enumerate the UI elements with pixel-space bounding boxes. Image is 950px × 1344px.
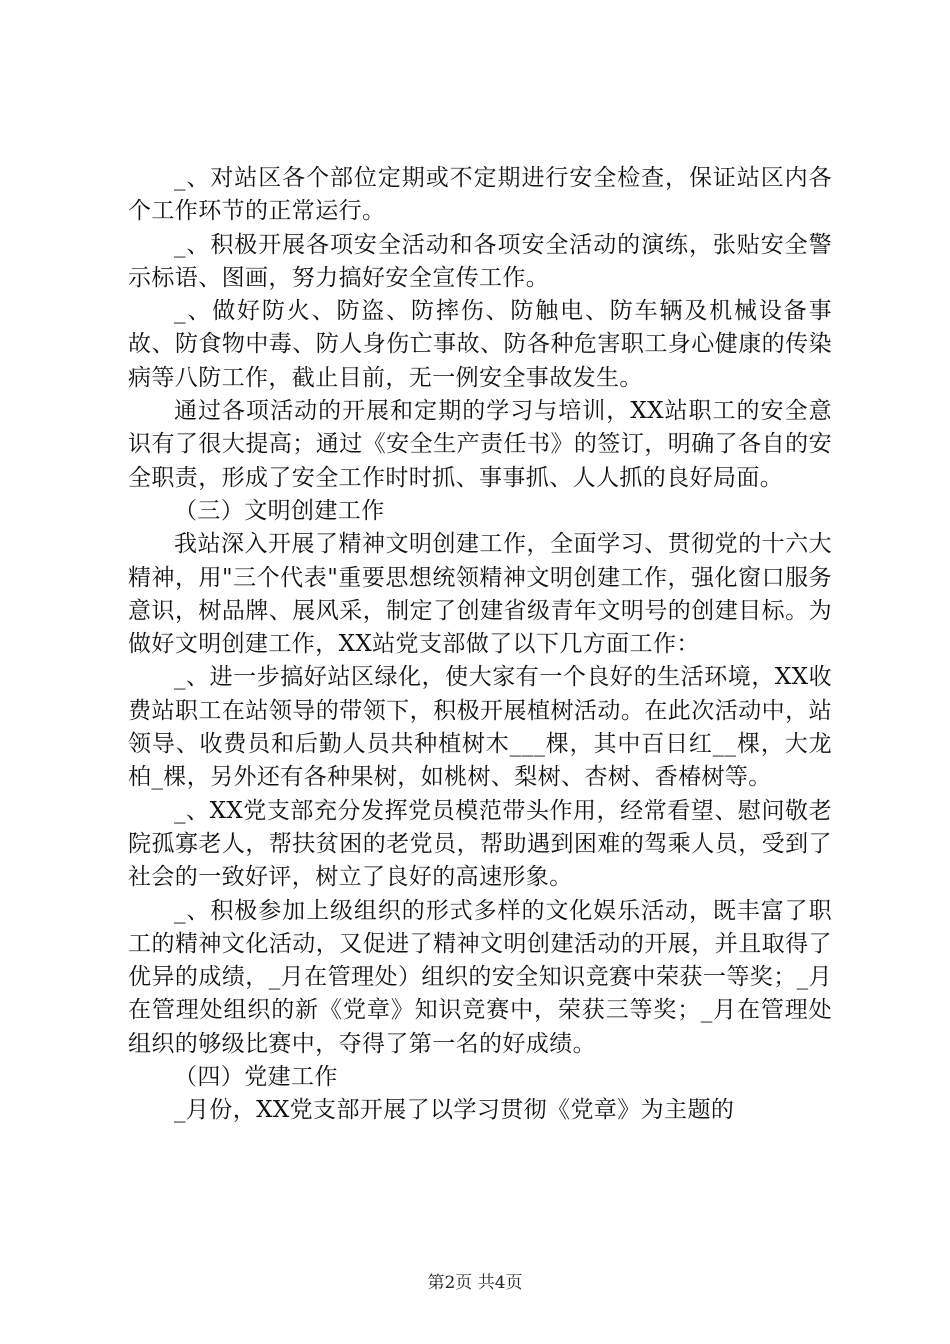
paragraph-safety-summary: 通过各项活动的开展和定期的学习与培训，XX站职工的安全意识有了很大提高；通过《安全生产责任书》的签订，明确了各自的安全职责，形成了安全工作时时抓、事事抓、人人抓的良好局面。	[128, 398, 832, 491]
document-body	[128, 162, 832, 1128]
paragraph-greening: _、进一步搞好站区绿化，使大家有一个良好的生活环境，XX收费站职工在站领导的带领下，积极开展植树活动。在此次活动中，站领导、收费员和后勤人员共种植树木___棵，其中百日红__棵，大龙柏_棵，另外还有各种果树，如桃树、梨树、杏树、香椿树等。	[128, 664, 832, 791]
section-heading-party-building: （四）党建工作	[174, 1064, 338, 1091]
paragraph-safety-activities: _、积极开展各项安全活动和各项安全活动的演练，张贴安全警示标语、图画，努力搞好安全宣传工作。	[128, 231, 832, 291]
paragraph-eight-preventions: _、做好防火、防盗、防摔伤、防触电、防车辆及机械设备事故、防食物中毒、防人身伤亡事故、防各种危害职工身心健康的传染病等八防工作，截止目前，无一例安全事故发生。	[128, 298, 832, 391]
section-heading-civilization: （三）文明创建工作	[174, 497, 385, 524]
page-number-footer: 第2页 共4页	[427, 1273, 523, 1293]
paragraph-cultural-activities: _、积极参加上级组织的形式多样的文化娱乐活动，既丰富了职工的精神文化活动，又促进了精神文明创建活动的开展，并且取得了优异的成绩，_月在管理处）组织的安全知识竞赛中荣获一等奖；_月在管理处组织的新《党章》知识竞赛中，荣获三等奖；_月在管理处组织的够级比赛中，夺得了第一名的好成绩。	[128, 897, 832, 1057]
paragraph-party-building-start: _月份，XX党支部开展了以学习贯彻《党章》为主题的	[174, 1097, 735, 1124]
paragraph-party-members: _、XX党支部充分发挥党员模范带头作用，经常看望、慰问敬老院孤寡老人，帮扶贫困的老党员，帮助遇到困难的驾乘人员，受到了社会的一致好评，树立了良好的高速形象。	[128, 797, 832, 891]
paragraph-civilization-intro: 我站深入开展了精神文明创建工作，全面学习、贯彻党的十六大精神，用"三个代表"重要思想统领精神文明创建工作，强化窗口服务意识，树品牌、展风采，制定了创建省级青年文明号的创建目标。为做好文明创建工作，XX站党支部做了以下几方面工作：	[128, 531, 832, 658]
paragraph-safety-inspection: _、对站区各个部位定期或不定期进行安全检查，保证站区内各个工作环节的正常运行。	[128, 165, 832, 225]
